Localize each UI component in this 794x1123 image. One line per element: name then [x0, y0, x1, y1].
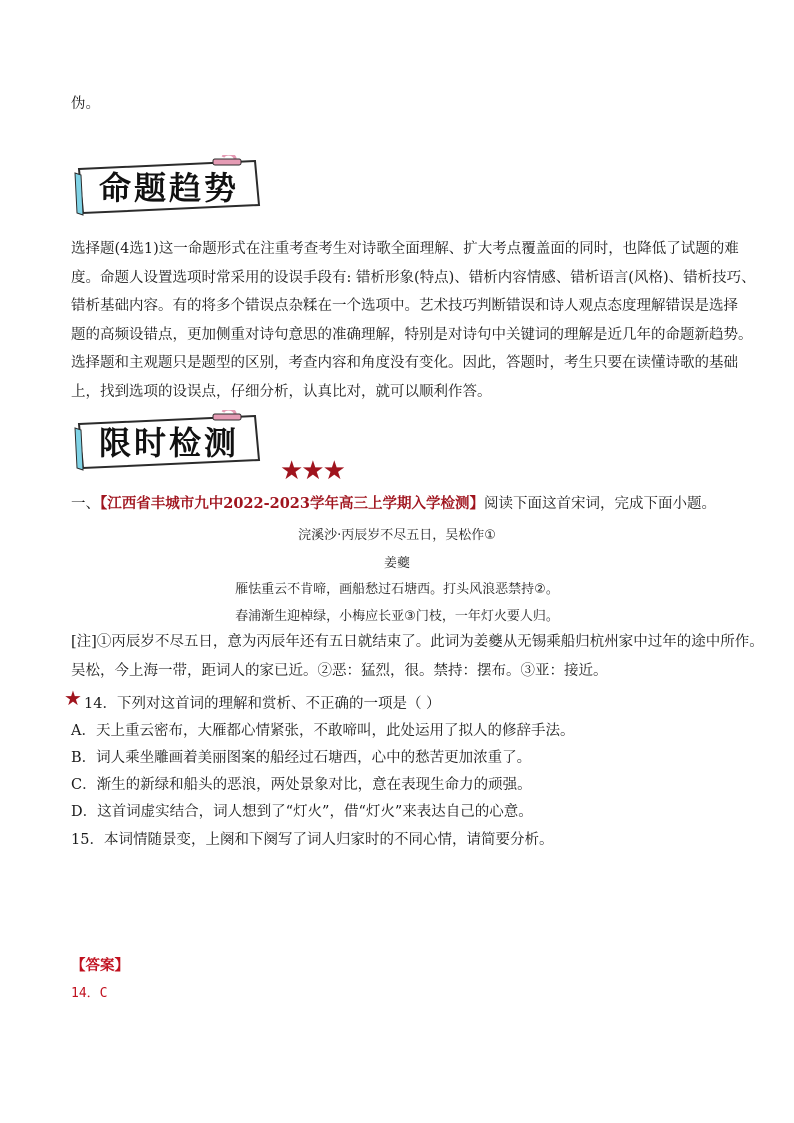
question-15-stem: 15．本词情随景变，上阕和下阕写了词人归家时的不同心情，请简要分析。: [71, 832, 554, 848]
paragraph-line: 题的高频设错点，更加侧重对诗句意思的准确理解，特别是对诗句中关键词的理解是近几年的命题新趋势。: [71, 326, 753, 343]
difficulty-stars-icon: ★★★: [280, 456, 344, 486]
banner-title: 命题趋势: [99, 169, 240, 207]
question-instruction: 阅读下面这首宋词，完成下面小题。: [483, 496, 716, 512]
paragraph-line: 上，找到选项的设误点，仔细分析，认真比对，就可以顺利作答。: [71, 383, 492, 400]
poem-author: 姜夔: [383, 556, 410, 571]
notes-line: 吴松，今上海一带，距词人的家已近。②恶：猛烈，很。禁持：摆布。③亚：接近。: [71, 662, 608, 679]
banner-title: 限时检测: [99, 424, 240, 462]
notes-line: [注]①丙辰岁不尽五日，意为丙辰年还有五日就结束了。此词为姜夔从无锡乘船归杭州家中过年的途中所作。: [71, 634, 764, 650]
poem-line: 春浦渐生迎棹绿，小梅应长亚③门枝，一年灯火要人归。: [235, 609, 559, 624]
question-number: 一、: [71, 496, 100, 512]
important-star-icon: ★: [64, 686, 82, 710]
paragraph-line: 度。命题人设置选项时常采用的设误手段有: 错析形象(特点)、错析内容情感、错析语言(风格)、错析技巧、: [71, 269, 756, 286]
paragraph-line: 选择题(4选1)这一命题形式在注重考查考生对诗歌全面理解、扩大考点覆盖面的同时，也降低了试题的难: [71, 241, 739, 257]
section-banner-trend: [73, 155, 263, 217]
section-banner-test: [73, 410, 263, 472]
paragraph-line: 选择题和主观题只是题型的区别，考查内容和角度没有变化。因此，答题时，考生只要在读懂诗歌的基础: [71, 355, 738, 371]
question-14-stem: 14．下列对这首词的理解和赏析、不正确的一项是（ ）: [84, 696, 441, 712]
answer-label: 【答案】: [71, 958, 129, 974]
text-fragment: 伪。: [71, 96, 100, 112]
trend-paragraph: [71, 235, 756, 406]
option-d: D．这首词虚实结合，词人想到了“灯火”，借“灯火”来表达自己的心意。: [71, 804, 533, 820]
poem-notes: [71, 628, 764, 685]
answer-value: 14．C: [71, 986, 108, 1001]
question-header: [71, 494, 716, 514]
poem-title: 浣溪沙·丙辰岁不尽五日，吴松作①: [298, 528, 496, 543]
option-c: C．渐生的新绿和船头的恶浪，两处景象对比，意在表现生命力的顽强。: [71, 777, 532, 793]
question-source: 【江西省丰城市九中2022-2023学年高三上学期入学检测】: [100, 495, 484, 512]
option-b: B．词人乘坐雕画着美丽图案的船经过石塘西，心中的愁苦更加浓重了。: [71, 750, 532, 766]
option-a: A．天上重云密布，大雁都心情紧张，不敢啼叫，此处运用了拟人的修辞手法。: [71, 723, 575, 739]
paragraph-line: 错析基础内容。有的将多个错误点杂糅在一个选项中。艺术技巧判断错误和诗人观点态度理解错误是选择: [71, 298, 738, 314]
poem-line: 雁怯重云不肯啼，画船愁过石塘西。打头风浪恶禁持②。: [235, 582, 559, 597]
